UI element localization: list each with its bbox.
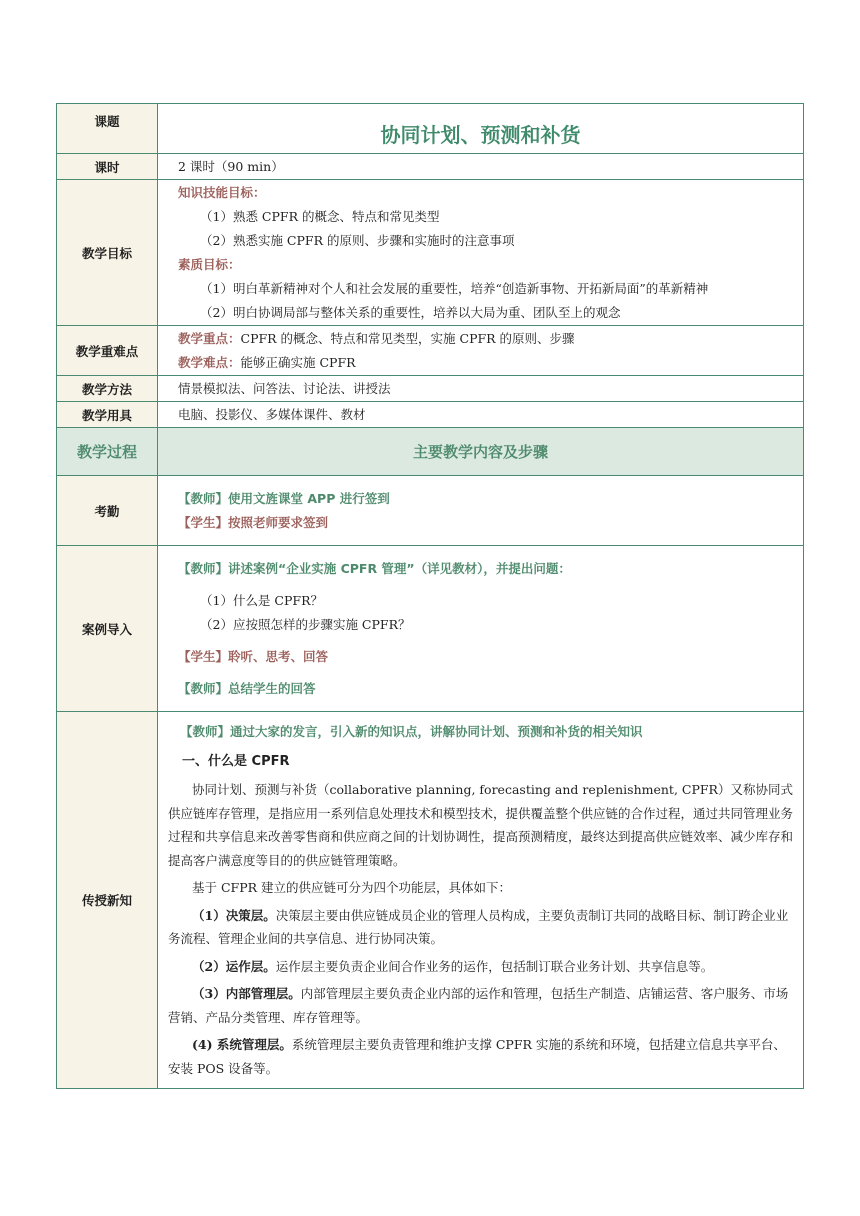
attendance-student: 【学生】按照老师要求签到 [178, 514, 329, 530]
quality-goal-item: （1）明白革新精神对个人和社会发展的重要性，培养“创造新事物、开拓新局面”的革新精神 [200, 280, 709, 296]
hours-label: 课时 [57, 154, 158, 180]
quality-goal-item: （2）明白协调局部与整体关系的重要性，培养以大局为重、团队至上的观念 [200, 304, 621, 320]
new-knowledge-cell [158, 712, 804, 1089]
layer-4-text: 系统管理层主要负责管理和维护支撑 CPFR 实施的系统和环境，包括建立信息共享平台、安装 POS 设备等。 [168, 1037, 786, 1076]
process-header-row [57, 428, 804, 476]
lesson-plan-page [56, 103, 804, 1089]
layer-1-text: 决策层主要由供应链成员企业的管理人员构成，主要负责制订共同的战略目标、制订跨企业业务流程、管理企业间的共享信息、进行协同决策。 [168, 907, 789, 946]
attendance-row [57, 476, 804, 546]
topic-row [57, 104, 804, 154]
goals-cell [158, 180, 804, 326]
layer-2-heading: （2）运作层。 [192, 958, 276, 974]
quality-goal-heading: 素质目标： [178, 256, 241, 272]
layer-2-text: 运作层主要负责企业间合作业务的运作，包括制订联合业务计划、共享信息等。 [275, 958, 714, 974]
process-right-heading: 主要教学内容及步骤 [158, 428, 804, 476]
layer-4-heading: (4) 系统管理层。 [192, 1037, 292, 1052]
layer-4 [168, 1033, 795, 1080]
layer-3-text: 内部管理层主要负责企业内部的运作和管理，包括生产制造、店铺运营、客户服务、市场营销、产品分类管理、库存管理等。 [168, 986, 789, 1025]
lesson-plan-table [56, 103, 804, 1089]
knowledge-goal-heading: 知识技能目标： [178, 184, 266, 200]
new-knowledge-label: 传授新知 [57, 712, 158, 1089]
hours-row [57, 154, 804, 180]
definition-paragraph: 协同计划、预测与补货（collaborative planning, forecasting and replenishment, CPFR）又称协同式供应链库存管理，是指应用一系列信息处理技术和模型技术，提供覆盖整个供应链的合作过程，通过共同管理业务过程和共享信息来改善零售商和供应商之间的计划协调性，提高预测精度，最终达到提高供应链效率、减少库存和提高客户满意度等目的的供应链管理策略。 [168, 782, 794, 868]
new-knowledge-teacher: 【教师】通过大家的发言，引入新的知识点，讲解协同计划、预测和补货的相关知识 [180, 724, 643, 739]
key-difficulty-label: 教学重难点 [57, 326, 158, 376]
layers-intro: 基于 CFPR 建立的供应链可分为四个功能层，具体如下： [192, 880, 512, 895]
case-question-1: （1）什么是 CPFR？ [200, 592, 323, 608]
topic-title: 协同计划、预测和补货 [380, 123, 581, 147]
method-label: 教学方法 [57, 376, 158, 402]
layer-1 [168, 904, 795, 951]
layer-3 [168, 982, 795, 1029]
difficulty-text: 能够正确实施 CPFR [240, 354, 356, 370]
case-intro-summary: 【教师】总结学生的回答 [178, 680, 316, 696]
topic-label: 课题 [57, 104, 158, 154]
attendance-teacher: 【教师】使用文旌课堂 APP 进行签到 [178, 490, 390, 506]
key-point-heading: 教学重点： [178, 330, 241, 346]
goals-row [57, 180, 804, 326]
case-intro-cell [158, 546, 804, 712]
case-intro-teacher: 【教师】讲述案例“企业实施 CPFR 管理”（详见教材），并提出问题： [178, 560, 571, 576]
case-intro-student: 【学生】聆听、思考、回答 [178, 648, 329, 664]
difficulty-heading: 教学难点： [178, 354, 241, 370]
knowledge-goal-item: （1）熟悉 CPFR 的概念、特点和常见类型 [200, 208, 440, 224]
knowledge-goal-item: （2）熟悉实施 CPFR 的原则、步骤和实施时的注意事项 [200, 232, 515, 248]
key-difficulty-cell [158, 326, 804, 376]
layer-1-heading: （1）决策层。 [192, 907, 276, 923]
case-question-2: （2）应按照怎样的步骤实施 CPFR？ [200, 616, 411, 632]
attendance-cell [158, 476, 804, 546]
attendance-label: 考勤 [57, 476, 158, 546]
layer-2 [168, 955, 795, 979]
section-heading: 一、什么是 CPFR [182, 754, 290, 769]
tools-value: 电脑、投影仪、多媒体课件、教材 [158, 402, 804, 428]
method-row [57, 376, 804, 402]
process-left-heading: 教学过程 [57, 428, 158, 476]
case-intro-label: 案例导入 [57, 546, 158, 712]
goals-label: 教学目标 [57, 180, 158, 326]
layer-3-heading: （3）内部管理层。 [192, 986, 301, 1001]
key-difficulty-row [57, 326, 804, 376]
key-point-text: CPFR 的概念、特点和常见类型，实施 CPFR 的原则、步骤 [240, 330, 575, 346]
topic-cell [158, 104, 804, 154]
case-intro-row [57, 546, 804, 712]
method-value: 情景模拟法、问答法、讨论法、讲授法 [158, 376, 804, 402]
new-knowledge-row [57, 712, 804, 1089]
tools-label: 教学用具 [57, 402, 158, 428]
tools-row [57, 402, 804, 428]
hours-value: 2 课时（90 min） [158, 154, 804, 180]
